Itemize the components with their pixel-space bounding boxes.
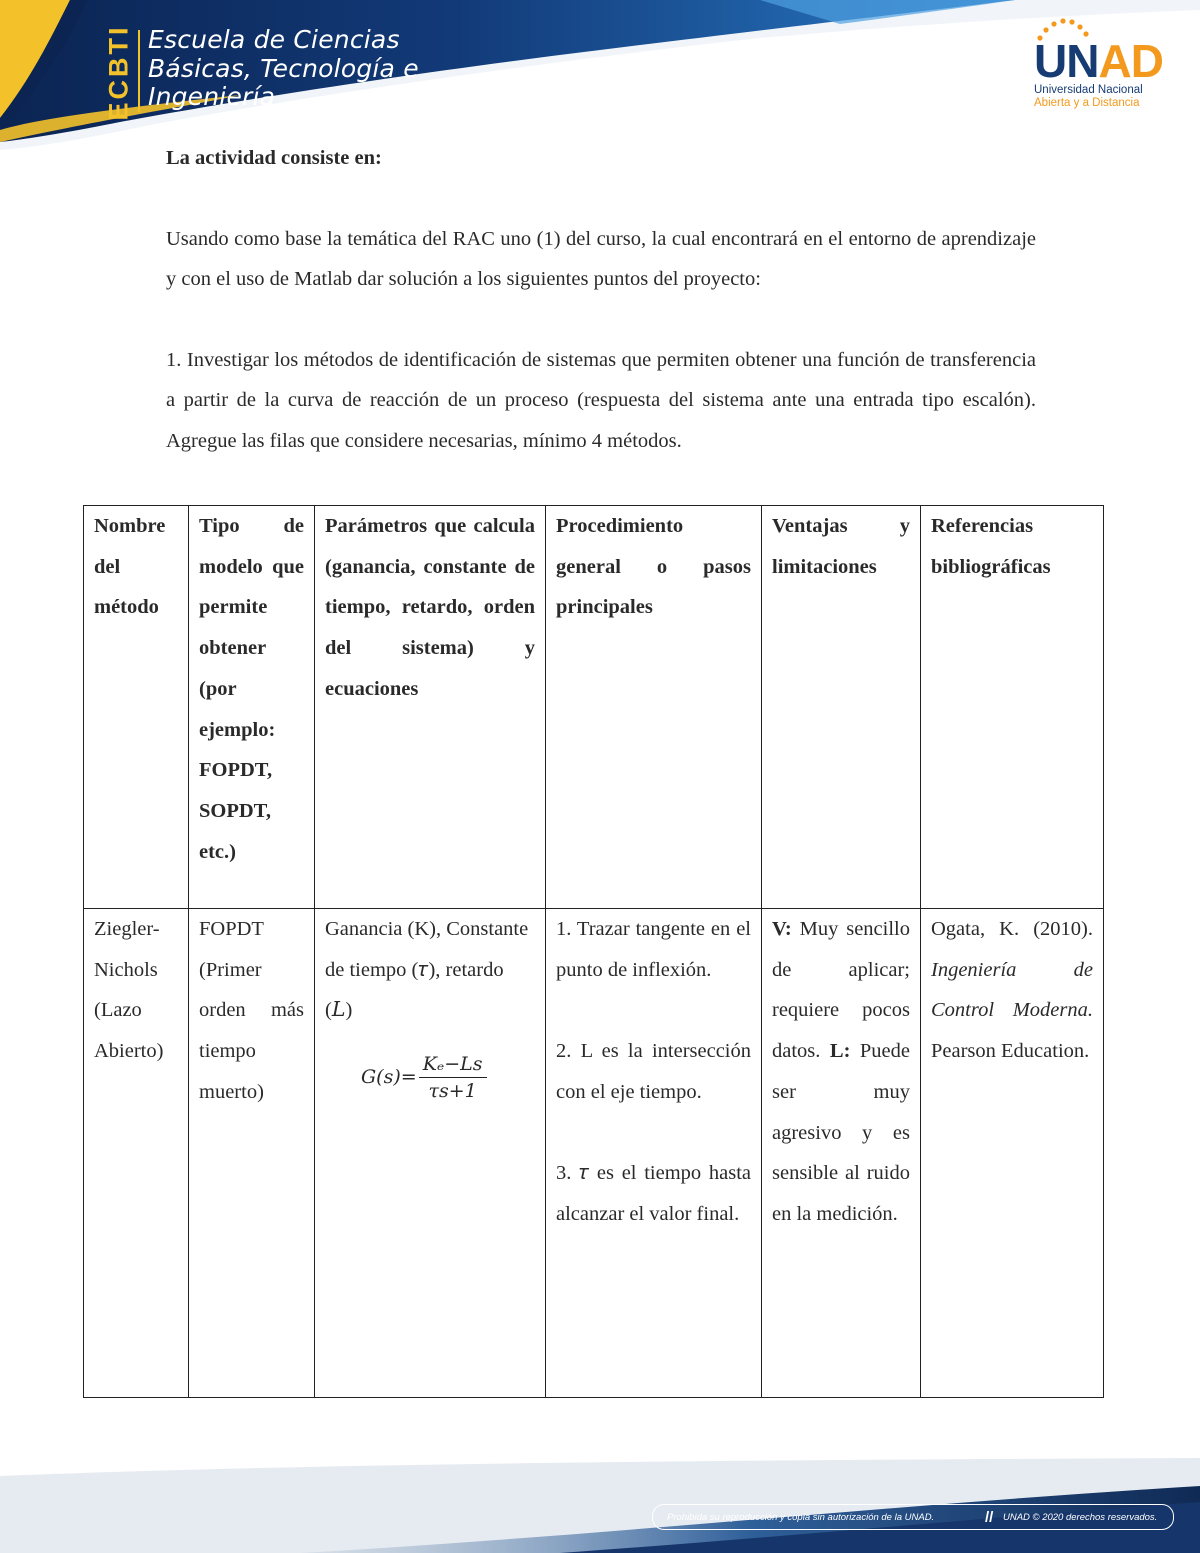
procedure-step: 1. Trazar tangente en el punto de inflexión. xyxy=(556,918,751,981)
cell-pros-cons xyxy=(762,909,921,1398)
limitations-text: Puede ser muy agresivo y es sensible al ruido en la medición. xyxy=(772,1040,911,1225)
cell-model-type xyxy=(189,909,315,1398)
procedure-step: 3. 𝜏 es el tiempo hasta alcanzar el valor final. xyxy=(556,1162,751,1225)
advantages-text: Muy sencillo de aplicar; requiere pocos datos. xyxy=(772,918,910,1063)
header-method-name: Nombre del método xyxy=(84,506,189,909)
footer-disclaimer: Prohibida su reproducción y copia sin autorización de la UNAD. xyxy=(667,1511,935,1523)
reference-title: Ingeniería de Control Moderna. xyxy=(931,958,1093,1022)
school-name-line: Básicas, Tecnología e xyxy=(148,53,419,83)
ecbti-label: ECBTI xyxy=(103,24,134,120)
footer-copyright-box xyxy=(652,1504,1174,1530)
footer-separator-icon: // xyxy=(985,1508,994,1526)
cell-procedure xyxy=(546,909,762,1398)
formula-numerator: Kₑ−Ls xyxy=(419,1051,487,1078)
table-header-row xyxy=(84,506,1104,909)
school-name xyxy=(148,26,419,112)
reference-publisher: Pearson Education. xyxy=(931,1040,1090,1063)
cell-references xyxy=(921,909,1104,1398)
intro-paragraph: Usando como base la temática del RAC uno (1) del curso, la cual encontrará en el entorno de aprendizaje y con el uso de Matlab dar solución a los siguientes puntos del proyecto: xyxy=(166,227,1036,290)
formula-lhs: G(s)= xyxy=(361,1066,417,1089)
unad-subtitle xyxy=(1034,84,1170,110)
formula-denominator: τs+1 xyxy=(428,1080,477,1103)
unad-subtitle-line: Abierta y a Distancia xyxy=(1034,97,1140,109)
transfer-function-formula xyxy=(361,1051,535,1104)
footer-copyright: UNAD © 2020 derechos reservados. xyxy=(1003,1511,1158,1523)
document-body xyxy=(166,138,1036,461)
header-procedure: Procedimiento general o pasos principales xyxy=(546,506,762,909)
page-header xyxy=(0,0,1200,150)
unad-wordmark: UNAD xyxy=(1034,35,1163,87)
school-name-line: Escuela de Ciencias xyxy=(148,25,400,54)
unad-logo xyxy=(1030,16,1170,116)
limitations-label: L: xyxy=(829,1040,851,1063)
header-model-type: Tipo de modelo que permite obtener (por ejemplo: FOPDT, SOPDT, etc.) xyxy=(189,506,315,909)
header-parameters: Parámetros que calcula (ganancia, constante de tiempo, retardo, orden del sistema) y ecuaciones xyxy=(315,506,546,909)
method-name: Ziegler-Nichols (Lazo Abierto) xyxy=(94,918,164,1063)
point-1-paragraph: 1. Investigar los métodos de identificación de sistemas que permiten obtener una función de transferencia a partir de la curva de reacción de un proceso (respuesta del sistema ante una entrada tipo escalón). Agregue las filas que considere necesarias, mínimo 4 métodos. xyxy=(166,348,1036,452)
school-name-line: Ingeniería xyxy=(148,82,276,111)
ecbti-divider xyxy=(138,30,140,112)
cell-method-name xyxy=(84,909,189,1398)
header-pros-cons: Ventajas y limitaciones xyxy=(762,506,921,909)
advantages-label: V: xyxy=(772,918,792,940)
parameters-text: Ganancia (K), Constante de tiempo (𝜏), retardo (𝐿) xyxy=(325,918,529,1022)
reference-author: Ogata, K. (2010). xyxy=(931,918,1093,940)
cell-parameters xyxy=(315,909,546,1398)
unad-subtitle-line: Universidad Nacional xyxy=(1034,84,1143,96)
header-references: Referencias bibliográficas xyxy=(921,506,1104,909)
procedure-step: 2. L es la intersección con el eje tiempo. xyxy=(556,1040,751,1103)
table-row xyxy=(84,909,1104,1398)
activity-title: La actividad consiste en: xyxy=(166,147,382,169)
methods-table xyxy=(83,505,1104,1398)
model-type: FOPDT (Primer orden más tiempo muerto) xyxy=(199,918,304,1103)
